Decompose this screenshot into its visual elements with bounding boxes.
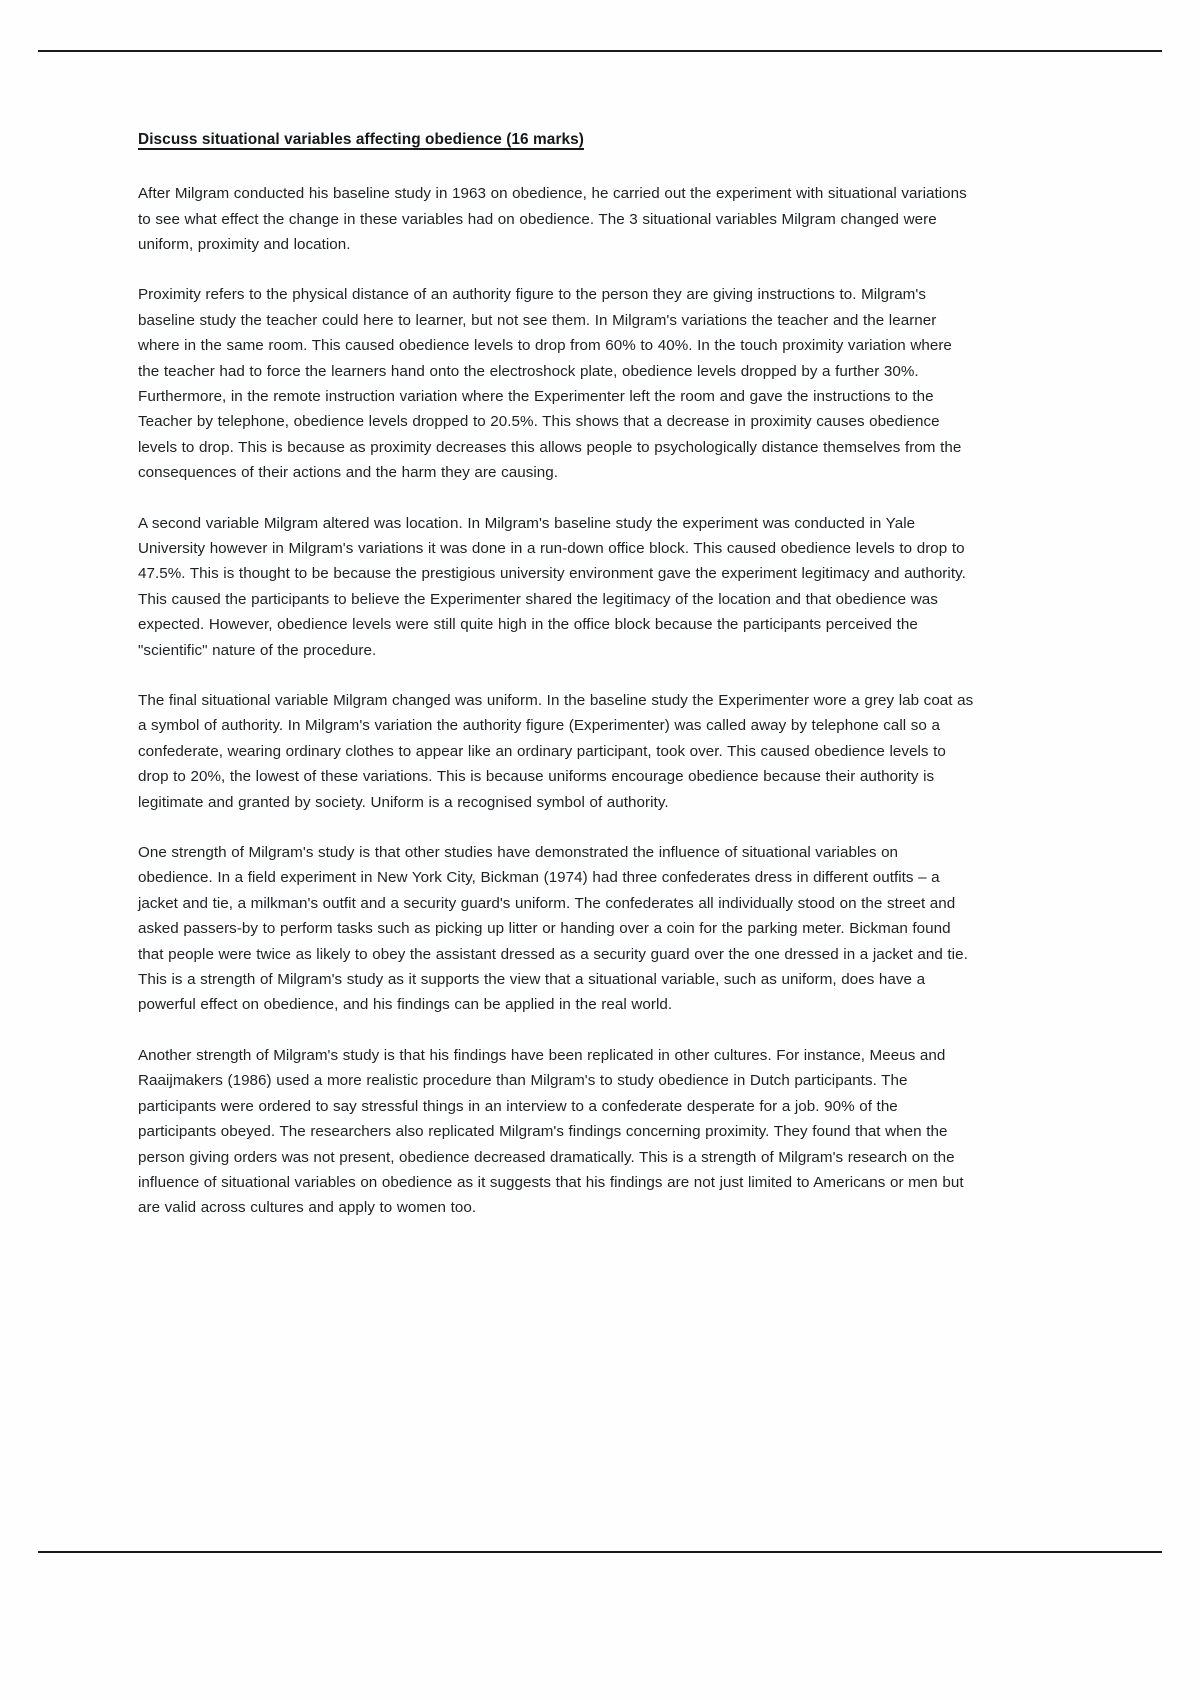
paragraph-location: A second variable Milgram altered was location. In Milgram's baseline study the experiment was conducted in Yale University however in Milgram's variations it was done in a run-down office block. This caused obedience levels to drop to 47.5%. This is thought to be because the prestigious university environment gave the experiment legitimacy and authority. This caused the participants to believe the Experimenter shared the legitimacy of the location and that obedience was expected. However, obedience levels were still quite high in the office block because the participants perceived the "scientific" nature of the procedure.	[138, 514, 966, 659]
paragraph-uniform: The final situational variable Milgram changed was uniform. In the baseline study the Experimenter wore a grey lab coat as a symbol of authority. In Milgram's variation the authority figure (Experimenter) was called away by telephone call so a confederate, wearing ordinary clothes to appear like an ordinary participant, took over. This caused obedience levels to drop to 20%, the lowest of these variations. This is because uniforms encourage obedience because their authority is legitimate and granted by society. Uniform is a recognised symbol of authority.	[138, 692, 974, 811]
paragraph-intro: After Milgram conducted his baseline study in 1963 on obedience, he carried out the experiment with situational variations to see what effect the change in these variables had on obedience. The 3 situational variables Milgram changed were uniform, proximity and location.	[138, 185, 967, 253]
paragraph-strength-bickman: One strength of Milgram's study is that other studies have demonstrated the influence of situational variables on obedience. In a field experiment in New York City, Bickman (1974) had three confederates dress in different outfits – a jacket and tie, a milkman's outfit and a security guard's uniform. The confederates all individually stood on the street and asked passers-by to perform tasks such as picking up litter or handing over a coin for the parking meter. Bickman found that people were twice as likely to obey the assistant dressed as a security guard over the one dressed in a jacket and tie. This is a strength of Milgram's study as it supports the view that a situational variable, such as uniform, does have a powerful effect on obedience, and his findings can be applied in the real world.	[138, 844, 968, 1014]
page-title: Discuss situational variables affecting obedience (16 marks)	[138, 131, 584, 148]
document-body	[138, 128, 976, 1221]
paragraph-strength-meeus: Another strength of Milgram's study is that his findings have been replicated in other cultures. For instance, Meeus and Raaijmakers (1986) used a more realistic procedure than Milgram's to study obedience in Dutch participants. The participants were ordered to say stressful things in an interview to a confederate desperate for a job. 90% of the participants obeyed. The researchers also replicated Milgram's findings concerning proximity. They found that when the person giving orders was not present, obedience decreased dramatically. This is a strength of Milgram's research on the influence of situational variables on obedience as it suggests that his findings are not just limited to Americans or men but are valid across cultures and apply to women too.	[138, 1046, 964, 1217]
page-bottom-rule	[38, 1551, 1162, 1553]
page-top-rule	[38, 50, 1162, 52]
paragraph-proximity: Proximity refers to the physical distance of an authority figure to the person they are giving instructions to. Milgram's baseline study the teacher could here to learner, but not see them. In Milgram's variations the teacher and the learner where in the same room. This caused obedience levels to drop from 60% to 40%. In the touch proximity variation where the teacher had to force the learners hand onto the electroshock plate, obedience levels dropped by a further 30%. Furthermore, in the remote instruction variation where the Experimenter left the room and gave the instructions to the Teacher by telephone, obedience levels dropped to 20.5%. This shows that a decrease in proximity causes obedience levels to drop. This is because as proximity decreases this allows people to psychologically distance themselves from the consequences of their actions and the harm they are causing.	[138, 286, 962, 482]
